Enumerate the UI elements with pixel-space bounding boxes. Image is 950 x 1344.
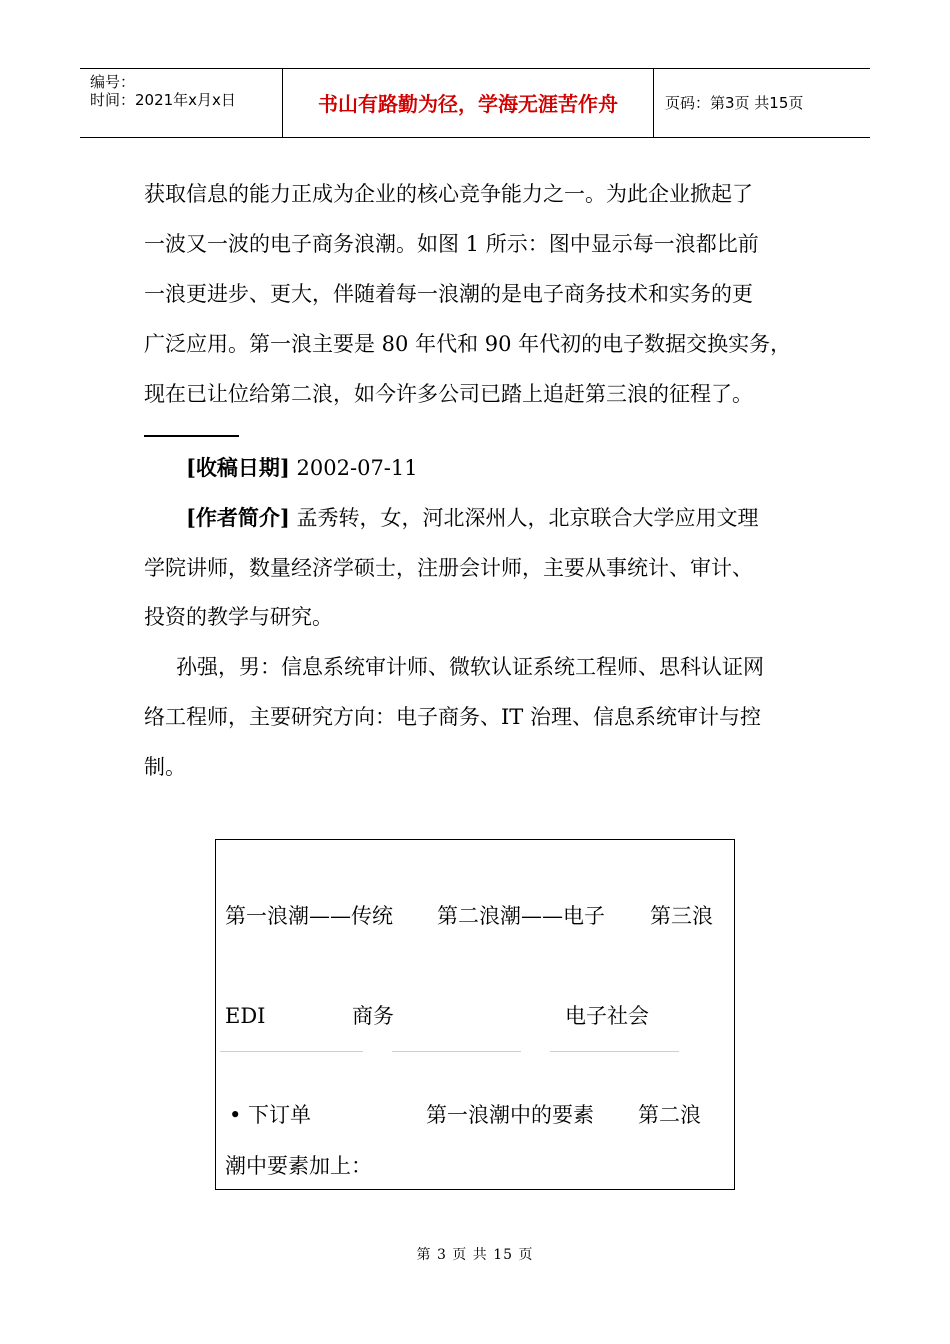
body-line-5: 现在已让位给第二浪，如今许多公司已踏上追赶第三浪的征程了。 bbox=[144, 382, 753, 406]
body-line-1: 获取信息的能力正成为企业的核心竞争能力之一。为此企业掀起了 bbox=[144, 182, 753, 206]
author-intro-line-1 bbox=[186, 504, 759, 532]
header-page-info: 页码：第3页 共15页 bbox=[665, 94, 804, 112]
body-line-4: 广泛应用。第一浪主要是 80 年代和 90 年代初的电子数据交换实务， bbox=[144, 332, 792, 356]
coauthor-line-1: 孙强，男：信息系统审计师、微软认证系统工程师、思科认证网 bbox=[176, 655, 764, 679]
figure-continuation: 潮中要素加上： bbox=[225, 1154, 372, 1178]
wave2-title: 第二浪潮——电子 bbox=[437, 904, 605, 928]
time-label: 时间：2021年x月x日 bbox=[90, 91, 236, 109]
author-text-1: 孟秀转，女，河北深州人，北京联合大学应用文理 bbox=[289, 506, 759, 530]
body-line-3: 一浪更进步、更大，伴随着每一浪潮的是电子商务技术和实务的更 bbox=[144, 282, 753, 306]
author-intro-line-2: 学院讲师，数量经济学硕士，注册会计师，主要从事统计、审计、 bbox=[144, 556, 753, 580]
body-line-2: 一波又一波的电子商务浪潮。如图 1 所示：图中显示每一浪都比前 bbox=[144, 232, 759, 256]
header-motto: 书山有路勤为径，学海无涯苦作舟 bbox=[318, 92, 618, 116]
page-footer: 第 3 页 共 15 页 bbox=[416, 1247, 534, 1263]
received-value: 2002-07-11 bbox=[289, 456, 418, 480]
coauthor-line-3: 制。 bbox=[144, 755, 186, 779]
author-intro-line-3: 投资的教学与研究。 bbox=[144, 605, 333, 629]
wave1-separator bbox=[220, 1051, 363, 1052]
wave1-title: 第一浪潮——传统 bbox=[225, 904, 393, 928]
bullet-item: • 下订单 bbox=[229, 1103, 312, 1127]
received-label: [收稿日期] bbox=[186, 455, 290, 480]
wave1-elements: 第一浪潮中的要素 bbox=[426, 1103, 594, 1127]
wave2-sub: 商务 bbox=[352, 1004, 394, 1028]
header-page-cell bbox=[655, 69, 870, 137]
wave2-separator bbox=[392, 1051, 521, 1052]
page-header bbox=[80, 68, 870, 138]
received-date bbox=[186, 454, 418, 482]
footnote-divider bbox=[144, 435, 239, 437]
header-motto-cell bbox=[283, 69, 654, 137]
wave3-title: 第三浪 bbox=[650, 904, 713, 928]
author-label: [作者简介] bbox=[186, 505, 290, 530]
number-label: 编号： bbox=[90, 73, 136, 91]
figure-box bbox=[215, 839, 735, 1190]
coauthor-line-2: 络工程师，主要研究方向：电子商务、IT 治理、信息系统审计与控 bbox=[144, 705, 761, 729]
wave1-sub: EDI bbox=[225, 1004, 266, 1028]
wave3-separator bbox=[550, 1051, 679, 1052]
wave2-prefix: 第二浪 bbox=[638, 1103, 701, 1127]
wave3-sub: 电子社会 bbox=[565, 1004, 649, 1028]
header-meta-cell bbox=[80, 69, 283, 137]
